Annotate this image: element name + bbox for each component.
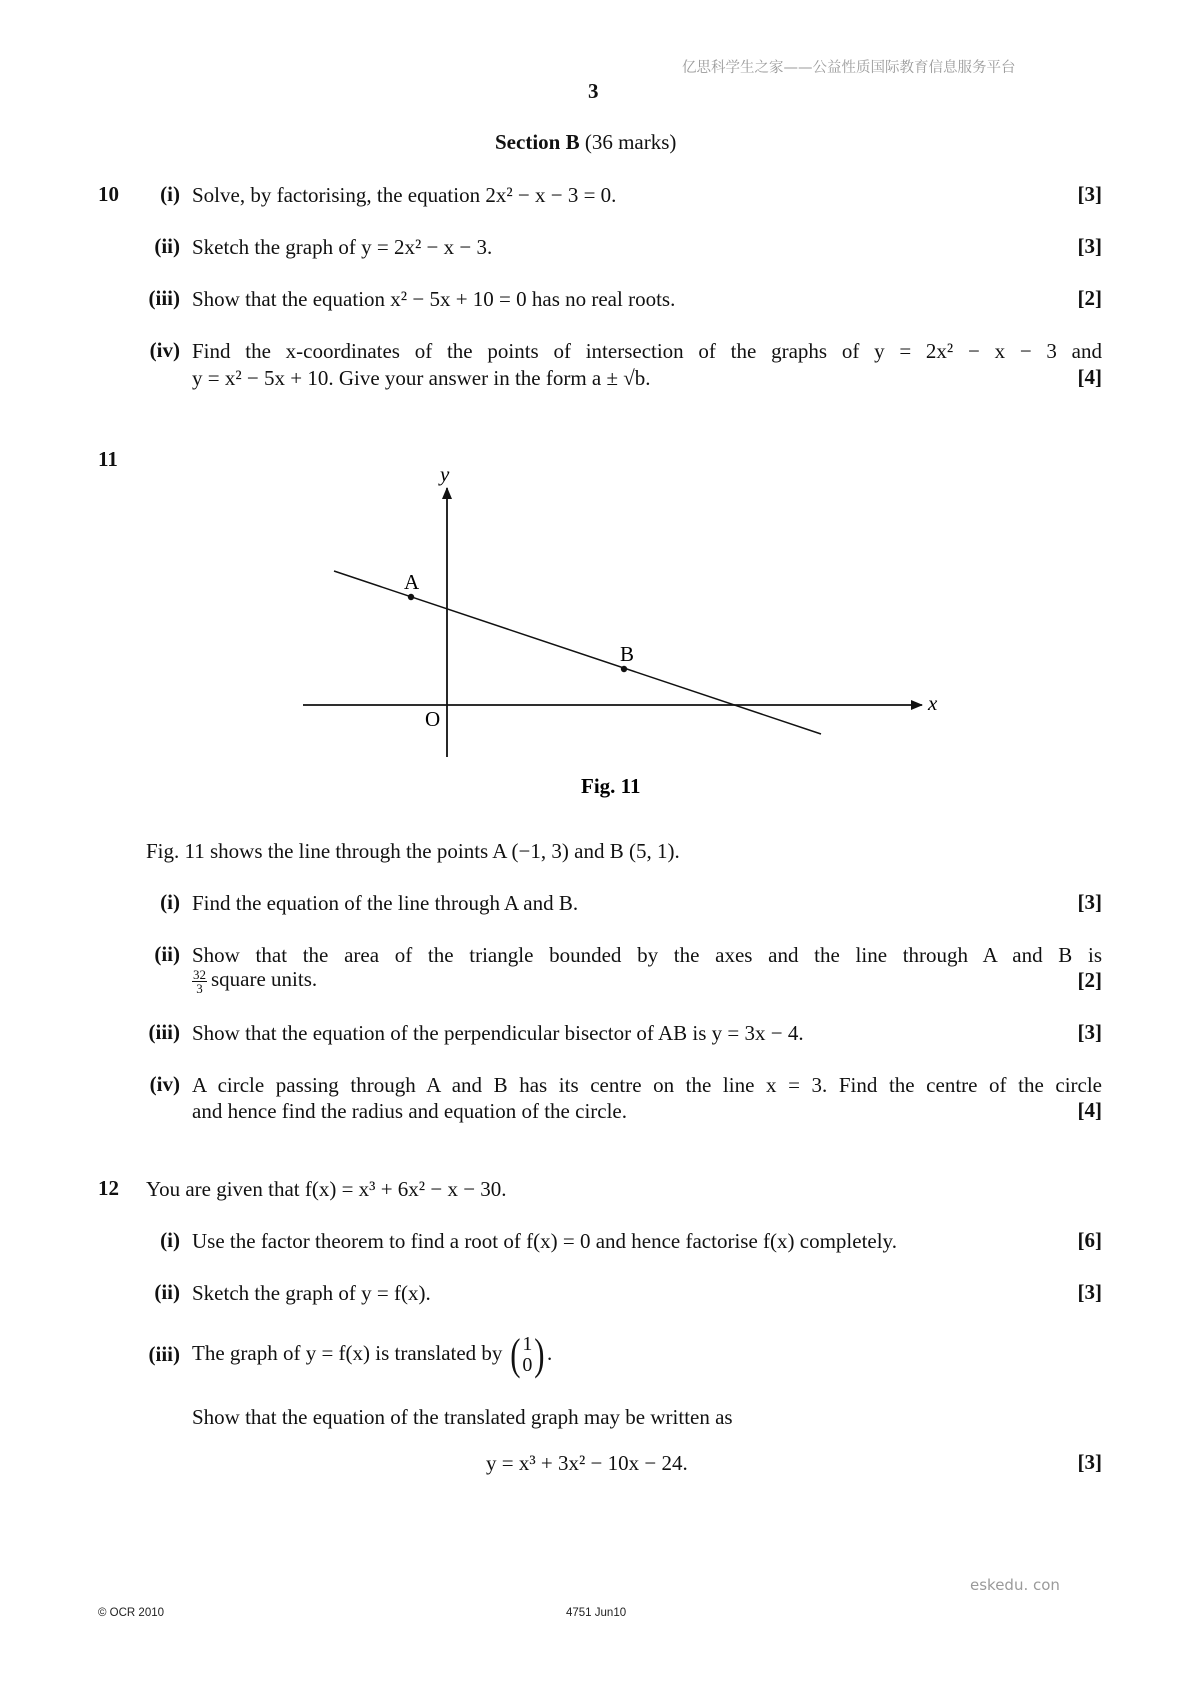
fig11-x-label: x [928,691,938,715]
fig11-b-label: B [620,642,635,666]
q12-part-ii-marks: [3] [1077,1280,1102,1304]
q10-part-iv-marks: [4] [1077,365,1102,389]
footer-watermark: eskedu. con [970,1576,1060,1594]
fig11-a-label: A [404,570,420,594]
q11-part-ii-line2-text: square units. [211,967,318,991]
q12-part-iii-label: (iii) [148,1342,180,1366]
q12-part-i-label: (i) [160,1228,180,1252]
fig11-origin-label: O [425,707,441,731]
vector-close-paren: ) [534,1330,545,1380]
q10-part-ii-label: (ii) [154,234,180,258]
q11-part-iv-line2: and hence find the radius and equation of the circle. [192,1099,627,1123]
q10-part-iv-label: (iv) [149,338,180,362]
fig11-y-label: y [440,462,450,486]
q11-part-i-label: (i) [160,890,180,914]
q11-intro: Fig. 11 shows the line through the points A (−1, 3) and B (5, 1). [146,839,680,863]
q10-part-iv-line2: y = x² − 5x + 10. Give your answer in the form a ± √b. [192,366,651,390]
q11-part-iv-line1: A circle passing through A and B has its centre on the line x = 3. Find the centre of the circle [192,1073,1102,1097]
q11-part-ii-marks: [2] [1077,968,1102,992]
q12-part-ii-text: Sketch the graph of y = f(x). [192,1281,431,1305]
q11-number: 11 [98,447,118,471]
section-title: Section B [495,130,580,154]
q12-part-iii-marks: [3] [1077,1450,1102,1474]
q11-part-iv-label: (iv) [149,1072,180,1096]
q12-part-i-text: Use the factor theorem to find a root of f(x) = 0 and hence factorise f(x) completely. [192,1229,897,1253]
fraction [192,968,207,995]
footer-paper-code: 4751 Jun10 [566,1607,627,1619]
q11-part-iii-text: Show that the equation of the perpendicular bisector of AB is y = 3x − 4. [192,1021,804,1045]
q11-part-ii-line1: Show that the area of the triangle bounded by the axes and the line through A and B is [192,943,1102,967]
fig11-line-ab [334,571,821,734]
q11-part-iv-marks: [4] [1077,1098,1102,1122]
q12-number: 12 [98,1176,119,1200]
q12-part-i-marks: [6] [1077,1228,1102,1252]
fraction-denominator: 3 [196,980,203,996]
q12-part-iii-text: The graph of y = f(x) is translated by [192,1341,503,1365]
q10-part-i-text: Solve, by factorising, the equation 2x² − x − 3 = 0. [192,183,617,207]
fraction-numerator: 32 [193,966,206,982]
fig11-point-a [408,594,414,600]
vector-open-paren: ( [509,1330,521,1380]
q11-part-ii-line2 [192,966,317,995]
translation-vector [522,1334,532,1376]
q11-part-i-text: Find the equation of the line through A and B. [192,891,579,915]
vector-bottom: 0 [522,1354,533,1377]
q11-part-i-marks: [3] [1077,890,1102,914]
q11-part-iii-marks: [3] [1077,1020,1102,1044]
page-number: 3 [588,79,599,103]
q11-part-iii-label: (iii) [148,1020,180,1044]
q12-intro: You are given that f(x) = x³ + 6x² − x − 30. [146,1177,507,1201]
q12-part-iii-after-vec: . [546,1341,553,1365]
q12-part-iii-line1 [192,1323,552,1383]
q11-part-ii-label: (ii) [154,942,180,966]
q12-part-ii-label: (ii) [154,1280,180,1304]
fig11-caption: Fig. 11 [581,774,641,798]
q10-part-iv-line1: Find the x-coordinates of the points of intersection of the graphs of y = 2x² − x − 3 and [192,339,1102,363]
vector-top: 1 [522,1333,533,1356]
q12-part-iii-line2: Show that the equation of the translated graph may be written as [192,1405,733,1429]
section-marks: (36 marks) [584,130,677,154]
q12-part-iii-equation: y = x³ + 3x² − 10x − 24. [486,1451,688,1475]
q10-part-i-label: (i) [160,182,180,206]
q10-part-iii-label: (iii) [148,286,180,310]
q10-part-iii-text: Show that the equation x² − 5x + 10 = 0 has no real roots. [192,287,676,311]
q10-number: 10 [98,182,119,206]
footer-copyright: © OCR 2010 [98,1607,165,1619]
q10-part-ii-marks: [3] [1077,234,1102,258]
header-watermark: 亿思科学生之家——公益性质国际教育信息服务平台 [682,60,1016,76]
q10-part-i-marks: [3] [1077,182,1102,206]
q10-part-iii-marks: [2] [1077,286,1102,310]
fig11-diagram [0,0,1190,800]
fig11-point-b [621,666,627,672]
q10-part-ii-text: Sketch the graph of y = 2x² − x − 3. [192,235,493,259]
